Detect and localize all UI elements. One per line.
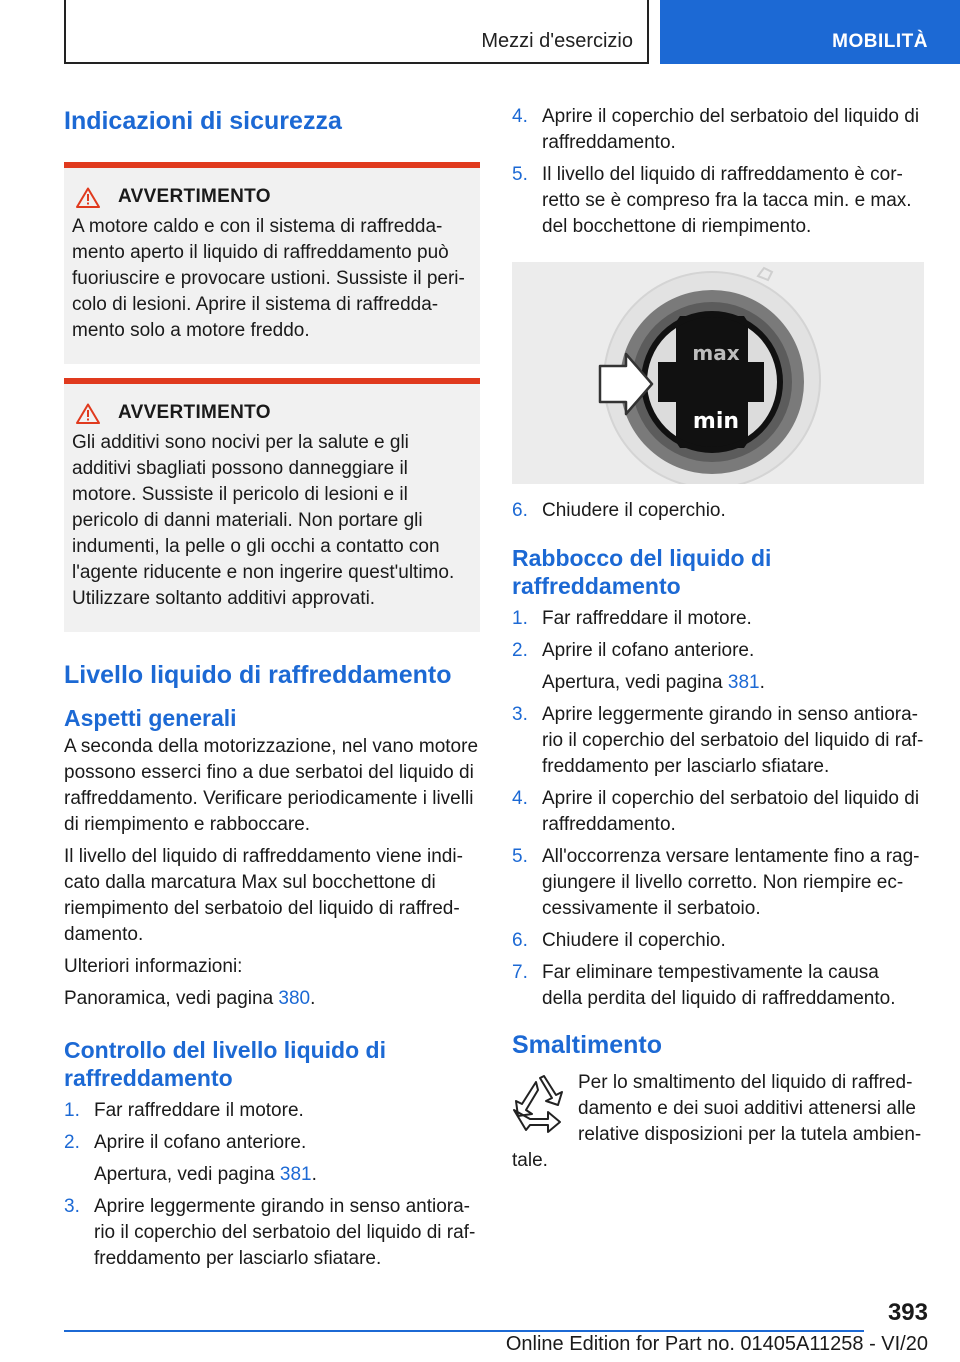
- topup-heading: Rabbocco del liquido di raffreddamento: [512, 545, 772, 599]
- list-item: 6. Chiudere il coperchio.: [512, 500, 726, 521]
- warning-text-2: Gli additivi sono nocivi per la salute e gli additivi sbagliati possono danneggiare il motore. Sussiste il pericolo di lesioni e il pericolo di danni materiali. Non portare gli indumenti, la pelle o gli occhi a contatto con l'agente riducente e non ingerire quest'ultimo. Utilizzare soltanto additivi approvati.: [72, 432, 455, 609]
- topup-steps-list: [512, 606, 924, 664]
- header-chapter-title: MOBILITÀ: [832, 31, 928, 52]
- safety-heading: Indicazioni di sicurezza: [64, 107, 342, 135]
- level-heading: Livello liquido di raffreddamento: [64, 661, 452, 689]
- warning-box-2: [64, 378, 480, 632]
- check-heading: Controllo del livello liquido di raffreddamento: [64, 1037, 386, 1091]
- warning-title-2: [72, 402, 470, 424]
- list-item: 2. Aprire il cofano anteriore.: [64, 1132, 307, 1153]
- header-section-title: Mezzi d'esercizio: [481, 30, 633, 52]
- general-paragraph-2: Il livello del liquido di raffreddamento viene indicato dalla marcatura Max sul bocchettone di riempimento del serbatoio del liquido di raffreddamento.: [64, 846, 463, 945]
- disposal-text: Per lo smaltimento del liquido di raffreddamento e dei suoi additivi attenersi alle relative disposizioni per la tutela ambientale.: [512, 1072, 922, 1171]
- opening-page-link-right[interactable]: 381: [727, 672, 760, 693]
- general-paragraph-1: A seconda della motorizzazione, nel vano motore possono esserci fino a due serbatoi del liquido di raffreddamento. Verificare periodicamente i livelli di riempimento e rabboccare.: [64, 736, 479, 835]
- warning-title-1: [72, 186, 470, 208]
- opening-reference: Apertura, vedi pagina 381.: [94, 1164, 317, 1185]
- warning-box-1: [64, 162, 480, 364]
- list-item: 7. Far eliminare tempestivamente la causa della perdita del liquido di raffreddamento.: [512, 962, 896, 1009]
- footer-divider: [64, 1330, 864, 1332]
- list-item: 4. Aprire il coperchio del serbatoio del liquido di raffreddamento.: [512, 788, 920, 835]
- warning-text-1: A motore caldo e con il sistema di raffreddamento aperto il liquido di raffreddamento può fuoriuscire e provocare ustioni. Sussiste il pericolo di lesioni. Aprire il sistema di raffreddamento solo a motore freddo.: [72, 216, 465, 341]
- min-mark: min: [692, 409, 740, 434]
- check-steps-list-right: [512, 104, 924, 240]
- warning-triangle-icon: [76, 403, 100, 424]
- topup-steps-list-cont: [512, 702, 924, 1012]
- warning-title-text-1: AVVERTIMENTO: [118, 186, 271, 207]
- check-steps-list: [64, 1098, 480, 1156]
- opening-reference-right: Apertura, vedi pagina 381.: [542, 672, 765, 693]
- list-item: 1. Far raffreddare il motore.: [512, 608, 752, 629]
- disposal-heading: Smaltimento: [512, 1031, 663, 1059]
- header-chapter-tab[interactable]: [660, 0, 960, 64]
- more-info-label: Ulteriori informazioni:: [64, 956, 243, 977]
- warning-title-text-2: AVVERTIMENTO: [118, 402, 271, 423]
- coolant-cap-illustration: [512, 262, 924, 484]
- list-item: 3. Aprire leggermente girando in senso antiorario il coperchio del serbatoio del liquido di raffreddamento per lasciarlo sfiatare.: [512, 704, 924, 777]
- step-6-list: [512, 498, 924, 524]
- right-column: [512, 104, 924, 1174]
- overview-reference: Panoramica, vedi pagina 380.: [64, 988, 316, 1009]
- page-number: 393: [887, 1299, 928, 1326]
- list-item: 2. Aprire il cofano anteriore.: [512, 640, 755, 661]
- max-mark: max: [692, 341, 740, 365]
- list-item: 4. Aprire il coperchio del serbatoio del liquido di raffreddamento.: [512, 106, 920, 153]
- header-section-box: [64, 0, 649, 64]
- check-steps-list-cont: [64, 1194, 480, 1272]
- opening-page-link[interactable]: 381: [279, 1164, 312, 1185]
- overview-page-link[interactable]: 380: [278, 988, 311, 1009]
- disposal-block: [512, 1070, 924, 1174]
- footer-edition: Online Edition for Part no. 01405A11258 - VI/20: [505, 1333, 928, 1355]
- list-item: 5. All'occorrenza versare lentamente fino a raggiungere il livello corretto. Non riempire eccessivamente il serbatoio.: [512, 846, 920, 919]
- warning-triangle-icon: [76, 187, 100, 208]
- filler-cap-image: [512, 262, 924, 484]
- recycle-icon: [512, 1074, 568, 1136]
- list-item: 1. Far raffreddare il motore.: [64, 1100, 304, 1121]
- left-column: [64, 96, 480, 1278]
- list-item: 5. Il livello del liquido di raffreddamento è corretto se è compreso fra la tacca min. e max. del bocchettone di riempimento.: [512, 164, 912, 237]
- list-item: 3. Aprire leggermente girando in senso antiorario il coperchio del serbatoio del liquido di raffreddamento per lasciarlo sfiatare.: [64, 1196, 476, 1269]
- general-heading: Aspetti generali: [64, 705, 237, 731]
- list-item: 6. Chiudere il coperchio.: [512, 930, 726, 951]
